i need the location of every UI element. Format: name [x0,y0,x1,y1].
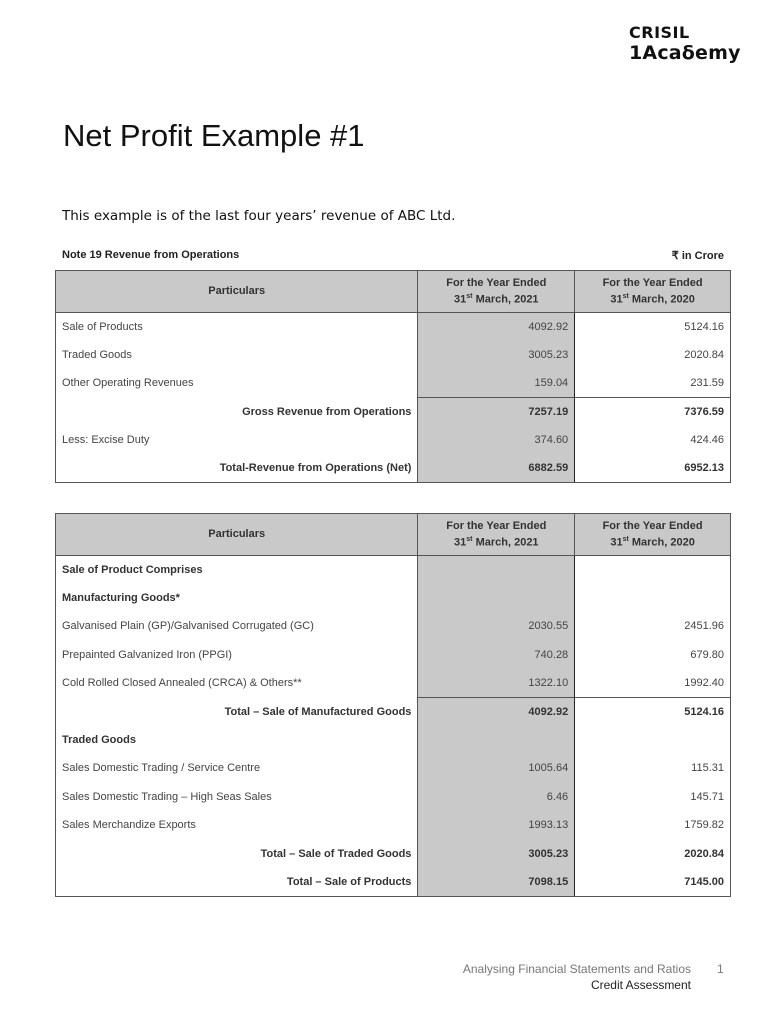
footer-subtitle: Credit Assessment [590,978,691,992]
subtotal-row [56,398,731,426]
page-title: Net Profit Example #1 [63,118,365,153]
page-number: 1 [717,962,724,976]
header-sup: st [466,535,473,543]
section-heading-row [56,584,731,612]
row-label: Galvanised Plain (GP)/Galvanised Corrugated (GC) [56,612,418,640]
note-title: Note 19 Revenue from Operations [62,249,240,261]
total-row [56,454,731,482]
table-header-row [56,271,731,313]
value-2020: 5124.16 [575,313,731,341]
value-2021: 2030.55 [418,612,575,640]
header-date: March, 2020 [628,536,695,549]
value-2021: 1322.10 [418,669,575,697]
table-row [56,669,731,697]
header-particulars: Particulars [56,271,418,313]
value-2020 [575,556,731,584]
value-2020: 7145.00 [575,868,731,896]
footer-course-title: Analysing Financial Statements and Ratios [462,962,691,976]
table-row [56,811,731,839]
table-row [56,313,731,341]
header-day: 31 [454,293,467,306]
row-label: Traded Goods [56,726,418,754]
header-prefix: For the Year Ended [446,519,547,532]
table-row [56,754,731,782]
header-date: March, 2021 [472,536,539,549]
row-label: Total – Sale of Traded Goods [56,839,418,867]
value-2020: 115.31 [575,754,731,782]
value-2020: 679.80 [575,641,731,669]
value-2020 [575,584,731,612]
header-sup: st [622,292,629,300]
row-label: Other Operating Revenues [56,369,418,397]
subtotal-row [56,697,731,725]
row-label: Gross Revenue from Operations [56,398,418,426]
value-2021: 4092.92 [418,697,575,725]
value-2020: 6952.13 [575,454,731,482]
header-prefix: For the Year Ended [446,276,547,289]
row-label: Less: Excise Duty [56,426,418,454]
row-label: Sale of Product Comprises [56,556,418,584]
subtotal-row [56,839,731,867]
logo-line-2: 1Acaδemy [629,42,741,64]
value-2020: 424.46 [575,426,731,454]
table-row [56,783,731,811]
value-2021: 7257.19 [418,398,575,426]
crisil-logo [629,24,741,64]
value-2021: 7098.15 [418,868,575,896]
sale-breakdown-table [55,513,731,897]
header-sup: st [622,535,629,543]
header-prefix: For the Year Ended [602,276,703,289]
header-date: March, 2020 [628,293,695,306]
value-2020: 145.71 [575,783,731,811]
row-label: Sales Domestic Trading / Service Centre [56,754,418,782]
value-2020 [575,726,731,754]
header-year-2020 [575,514,731,556]
logo-line-1: CRISIL [629,23,690,42]
header-year-2021 [418,514,575,556]
header-day: 31 [454,536,467,549]
header-day: 31 [610,536,623,549]
value-2020: 2451.96 [575,612,731,640]
row-label: Sale of Products [56,313,418,341]
row-label: Traded Goods [56,341,418,369]
section-heading-row [56,556,731,584]
value-2021 [418,584,575,612]
table-row [56,426,731,454]
header-date: March, 2021 [472,293,539,306]
value-2021: 3005.23 [418,839,575,867]
table-row [56,369,731,397]
row-label: Total – Sale of Manufactured Goods [56,697,418,725]
value-2020: 2020.84 [575,839,731,867]
value-2020: 7376.59 [575,398,731,426]
row-label: Cold Rolled Closed Annealed (CRCA) & Others** [56,669,418,697]
header-year-2021 [418,271,575,313]
value-2021 [418,726,575,754]
value-2021 [418,556,575,584]
value-2020: 231.59 [575,369,731,397]
value-2021: 6882.59 [418,454,575,482]
header-day: 31 [610,293,623,306]
value-2020: 1992.40 [575,669,731,697]
header-year-2020 [575,271,731,313]
value-2021: 374.60 [418,426,575,454]
row-label: Total – Sale of Products [56,868,418,896]
value-2021: 1993.13 [418,811,575,839]
section-heading-row [56,726,731,754]
table-row [56,641,731,669]
header-prefix: For the Year Ended [602,519,703,532]
value-2021: 3005.23 [418,341,575,369]
table-header-row [56,514,731,556]
row-label: Manufacturing Goods* [56,584,418,612]
value-2021: 159.04 [418,369,575,397]
value-2021: 6.46 [418,783,575,811]
row-label: Total-Revenue from Operations (Net) [56,454,418,482]
row-label: Sales Merchandize Exports [56,811,418,839]
value-2020: 2020.84 [575,341,731,369]
table-row [56,612,731,640]
header-particulars: Particulars [56,514,418,556]
value-2020: 1759.82 [575,811,731,839]
value-2021: 740.28 [418,641,575,669]
intro-text: This example is of the last four years’ revenue of ABC Ltd. [62,208,456,224]
table-row [56,341,731,369]
currency-unit: ₹ in Crore [671,250,724,262]
value-2021: 1005.64 [418,754,575,782]
value-2021: 4092.92 [418,313,575,341]
value-2020: 5124.16 [575,697,731,725]
row-label: Prepainted Galvanized Iron (PPGI) [56,641,418,669]
revenue-table [55,270,731,483]
row-label: Sales Domestic Trading – High Seas Sales [56,783,418,811]
header-sup: st [466,292,473,300]
total-row [56,868,731,896]
